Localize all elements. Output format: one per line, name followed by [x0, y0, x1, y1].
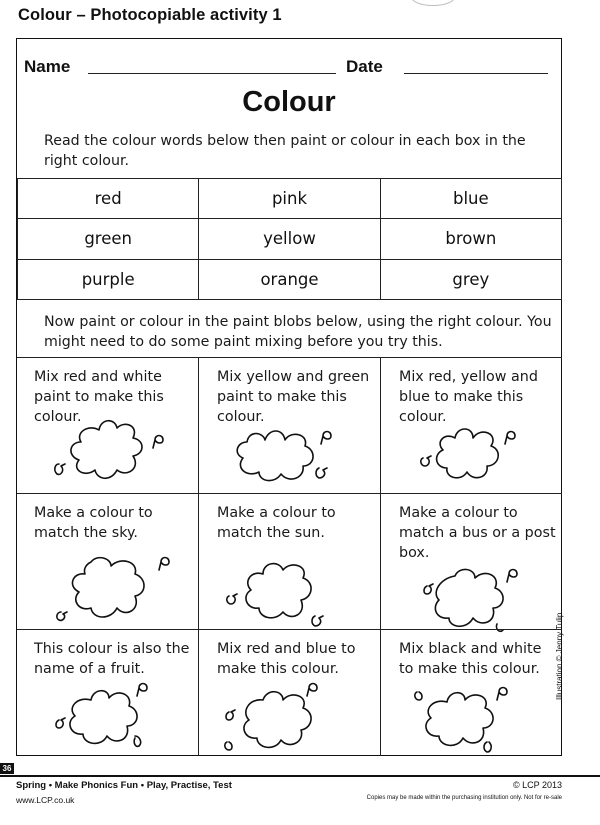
- name-field[interactable]: [88, 73, 336, 74]
- task-cell: [381, 629, 562, 756]
- colour-word-cell[interactable]: brown: [380, 219, 561, 259]
- paint-blob[interactable]: [47, 680, 187, 760]
- task-cell: [17, 629, 199, 756]
- colour-word-cell[interactable]: blue: [380, 179, 561, 219]
- instruction-paint-blobs: Now paint or colour in the paint blobs below, using the right colour. You might need to do some paint mixing before you try this.: [44, 314, 552, 350]
- task-text: Make a colour to match the sun.: [217, 505, 336, 541]
- colour-word-cell[interactable]: pink: [199, 179, 380, 219]
- task-text: This colour is also the name of a fruit.: [34, 641, 190, 677]
- task-cell: [199, 357, 381, 493]
- paint-blob[interactable]: [411, 416, 551, 496]
- colour-word-cell[interactable]: grey: [380, 259, 561, 299]
- task-cell: [199, 493, 381, 629]
- task-text: Make a colour to match the sky.: [34, 505, 153, 541]
- paint-blob[interactable]: [219, 682, 359, 762]
- task-cell: [199, 629, 381, 756]
- paint-blob[interactable]: [51, 550, 191, 630]
- task-cell: [17, 493, 199, 629]
- task-cell: [17, 357, 199, 493]
- page-number: 36: [0, 763, 14, 774]
- worksheet-title: Colour: [242, 86, 336, 118]
- colour-word-cell[interactable]: purple: [18, 259, 199, 299]
- colour-words-table: [17, 178, 562, 300]
- book-title: Spring • Make Phonics Fun • Play, Practise, Test: [16, 780, 232, 791]
- task-text: Mix red, yellow and blue to make this colour.: [399, 369, 538, 425]
- paint-blob[interactable]: [41, 412, 181, 492]
- illustration-credit: Illustration © Jenny Tulip: [555, 612, 564, 700]
- date-label: Date: [346, 57, 383, 76]
- name-label: Name: [24, 57, 71, 76]
- footer-rule: [0, 775, 600, 777]
- corner-doodle: [410, 0, 456, 6]
- instruction-colour-words: Read the colour words below then paint or colour in each box in the right colour.: [44, 133, 526, 169]
- task-text: Mix yellow and green paint to make this colour.: [217, 369, 370, 425]
- paint-blob[interactable]: [221, 552, 361, 632]
- colour-word-cell[interactable]: yellow: [199, 219, 380, 259]
- date-field[interactable]: [404, 73, 548, 74]
- paint-blob-grid: [17, 357, 562, 756]
- copy-notice: Copies may be made within the purchasing institution only. Not for re-sale: [366, 795, 562, 801]
- colour-word-cell[interactable]: green: [18, 219, 199, 259]
- task-text: Mix red and white paint to make this colour.: [34, 369, 164, 425]
- task-text: Make a colour to match a bus or a post box.: [399, 505, 556, 561]
- task-cell: [381, 493, 562, 629]
- publisher-url[interactable]: www.LCP.co.uk: [16, 795, 75, 805]
- task-cell: [381, 357, 562, 493]
- colour-word-cell[interactable]: orange: [199, 259, 380, 299]
- task-text: Mix black and white to make this colour.: [399, 641, 542, 677]
- copyright: © LCP 2013: [513, 780, 562, 790]
- paint-blob[interactable]: [219, 412, 359, 492]
- paint-blob[interactable]: [403, 682, 543, 762]
- colour-word-cell[interactable]: red: [18, 179, 199, 219]
- task-text: Mix red and blue to make this colour.: [217, 641, 356, 677]
- page-header: Colour – Photocopiable activity 1: [18, 6, 282, 24]
